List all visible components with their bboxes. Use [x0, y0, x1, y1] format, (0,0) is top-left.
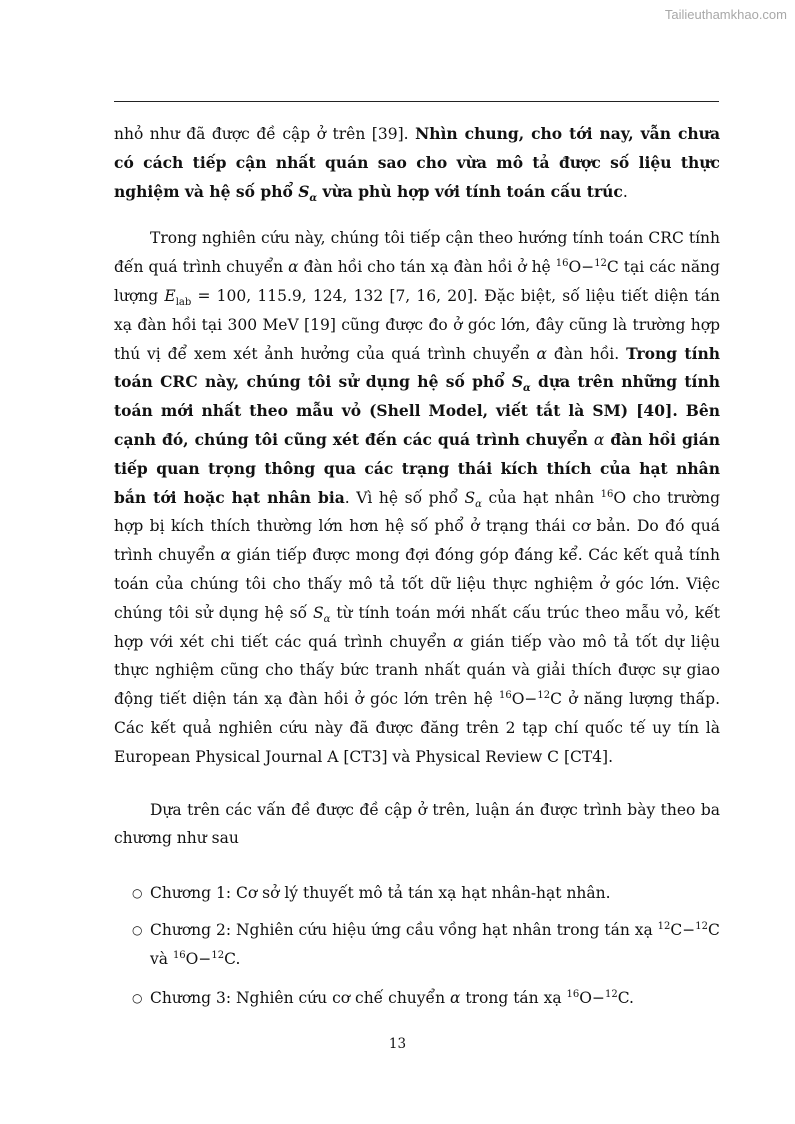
text-run: .	[622, 182, 628, 201]
text-run: tại các năng lượng	[114, 258, 720, 305]
chapter-list	[114, 879, 720, 1012]
element-symbol: O	[185, 949, 199, 968]
math-symbol: E	[164, 286, 176, 305]
math-symbol: α	[536, 344, 547, 363]
math-symbol: S	[511, 372, 524, 392]
text-run: đàn hồi.	[546, 344, 627, 363]
text-run: cho trường hợp bị kích thích thường lớn hơn hệ số phổ ở trạng thái cơ bản. Do đó quá trình chuyển	[114, 488, 720, 565]
text-run: gián tiếp được mong đợi đóng góp đáng kể. Các kết quả tính toán của chúng tôi cho thấy mô tả tốt dữ liệu thực nghiệm ở góc lớn. Việc chúng tôi sử dụng hệ số	[114, 546, 720, 622]
circle-bullet-icon: ○	[132, 922, 143, 937]
text-run: từ tính toán mới nhất cấu trúc theo mẫu vỏ, kết hợp với xét chi tiết các quá trình chuyển	[114, 603, 720, 651]
element-symbol: O	[613, 488, 627, 507]
text-run: Trong nghiên cứu này, chúng tôi tiếp cận theo hướng tính toán CRC tính đến quá trình chuyển	[114, 229, 720, 277]
text-run: đàn hồi cho tán xạ đàn hồi ở hệ	[298, 258, 556, 277]
text-run: Chương 2: Nghiên cứu hiệu ứng cầu vồng hạt nhân trong tán xạ	[150, 920, 658, 939]
math-symbol: −	[198, 949, 212, 968]
text-run: và	[150, 949, 173, 968]
mass-number: 12	[695, 920, 709, 932]
text-run: dựa trên những tính toán mới nhất theo mẫu vỏ (Shell Model, viết tắt là SM) [40]. Bên cạnh đó, chúng tôi cũng xét đến các quá trình chuyển	[114, 372, 720, 449]
math-subscript: α	[523, 383, 531, 395]
math-symbol: α	[593, 430, 605, 449]
math-symbol: −	[524, 690, 538, 709]
paragraph-2	[114, 224, 720, 771]
mass-number: 16	[600, 488, 614, 500]
math-symbol: S	[464, 488, 476, 507]
math-symbol: −	[581, 258, 595, 277]
circle-bullet-icon: ○	[132, 886, 143, 901]
mass-number: 12	[594, 258, 607, 270]
text-run: Chương 1: Cơ sở lý thuyết mô tả tán xạ hạt nhân-hạt nhân.	[150, 884, 611, 903]
element-symbol: O	[568, 258, 582, 277]
mass-number: 16	[555, 258, 569, 270]
list-item	[114, 879, 720, 908]
mass-number: 16	[172, 949, 186, 961]
text-run: Trong tính toán CRC này, chúng tôi sử dụng hệ số phổ	[114, 343, 720, 392]
math-symbol: −	[591, 988, 605, 1007]
page-number: 13	[388, 1036, 407, 1052]
math-subscript: α	[309, 192, 318, 204]
element-symbol: C	[670, 920, 683, 939]
text-run: gián tiếp vào mô tả tốt dự liệu thực nghiệm cũng cho thấy bức tranh nhất quán và giải thích được sự giao động tiết diện tán xạ đàn hồi ở góc lớn trên hệ	[114, 632, 720, 709]
list-item	[114, 916, 720, 974]
text-run: Chương 3: Nghiên cứu cơ chế chuyển	[150, 988, 450, 1007]
math-symbol: S	[313, 603, 324, 622]
bold-run	[114, 344, 720, 507]
mass-number: 16	[498, 689, 512, 701]
text-run: nhỏ như đã được đề cập ở trên [39].	[114, 125, 416, 143]
text-run: = 100, 115.9, 124, 132 [7, 16, 20]. Đặc biệt, số liệu tiết diện tán xạ đàn hồi tại 300 MeV [19] cũng được đo ở góc lớn, đây cũng là trường hợp thú vị để xem xét ảnh hưởng của quá trình chuyển	[114, 286, 720, 363]
element-symbol: C	[617, 988, 629, 1007]
page-body	[114, 120, 720, 1020]
text-run: vừa phù hợp với tính toán cấu trúc	[317, 181, 623, 201]
text-run: . Vì hệ số phổ	[344, 488, 465, 507]
paragraph-3: Dựa trên các vấn đề được đề cập ở trên, luận án được trình bày theo ba chương như sau	[114, 800, 720, 848]
text-run: .	[235, 949, 241, 968]
mass-number: 12	[657, 920, 671, 932]
watermark: Tailieuthamkhao.com	[664, 7, 787, 22]
text-run: Nhìn chung, cho tới nay, vẫn chưa có cách tiếp cận nhất quán sao cho vừa mô tả được số liệu thực nghiệm và hệ số phổ	[114, 124, 720, 201]
element-symbol: O	[511, 690, 525, 709]
math-symbol: α	[450, 988, 461, 1007]
math-subscript: lab	[175, 297, 192, 309]
math-symbol: α	[453, 632, 464, 651]
element-symbol: O	[579, 988, 592, 1007]
math-symbol: −	[682, 920, 696, 939]
text-run: đàn hồi gián tiếp quan trọng thông qua các trạng thái kích thích của hạt nhân bắn tới hoặc hạt nhân bia	[114, 429, 721, 507]
element-symbol: C	[606, 258, 619, 277]
mass-number: 12	[537, 689, 551, 701]
math-subscript: α	[475, 498, 482, 510]
math-symbol: S	[298, 181, 310, 201]
paragraph-1	[114, 120, 720, 206]
text-run: .	[629, 988, 634, 1007]
list-item	[114, 984, 720, 1013]
element-symbol: C	[708, 920, 720, 939]
text-run: ở năng lượng thấp. Các kết quả nghiên cứu này đã được đăng trên 2 tạp chí quốc tế uy tín là European Physical Journal A [CT3] và Physical Review C [CT4].	[114, 690, 721, 766]
mass-number: 16	[566, 988, 580, 1000]
element-symbol: C	[550, 690, 563, 709]
circle-bullet-icon: ○	[132, 990, 143, 1005]
math-symbol: α	[220, 546, 231, 565]
math-subscript: α	[323, 613, 331, 625]
element-symbol: C	[224, 949, 236, 968]
math-symbol: α	[288, 258, 299, 277]
header-rule	[114, 101, 719, 102]
mass-number: 12	[211, 949, 225, 961]
text-run: của hạt nhân	[481, 488, 601, 507]
mass-number: 12	[604, 988, 618, 1000]
text-run: trong tán xạ	[460, 988, 567, 1007]
